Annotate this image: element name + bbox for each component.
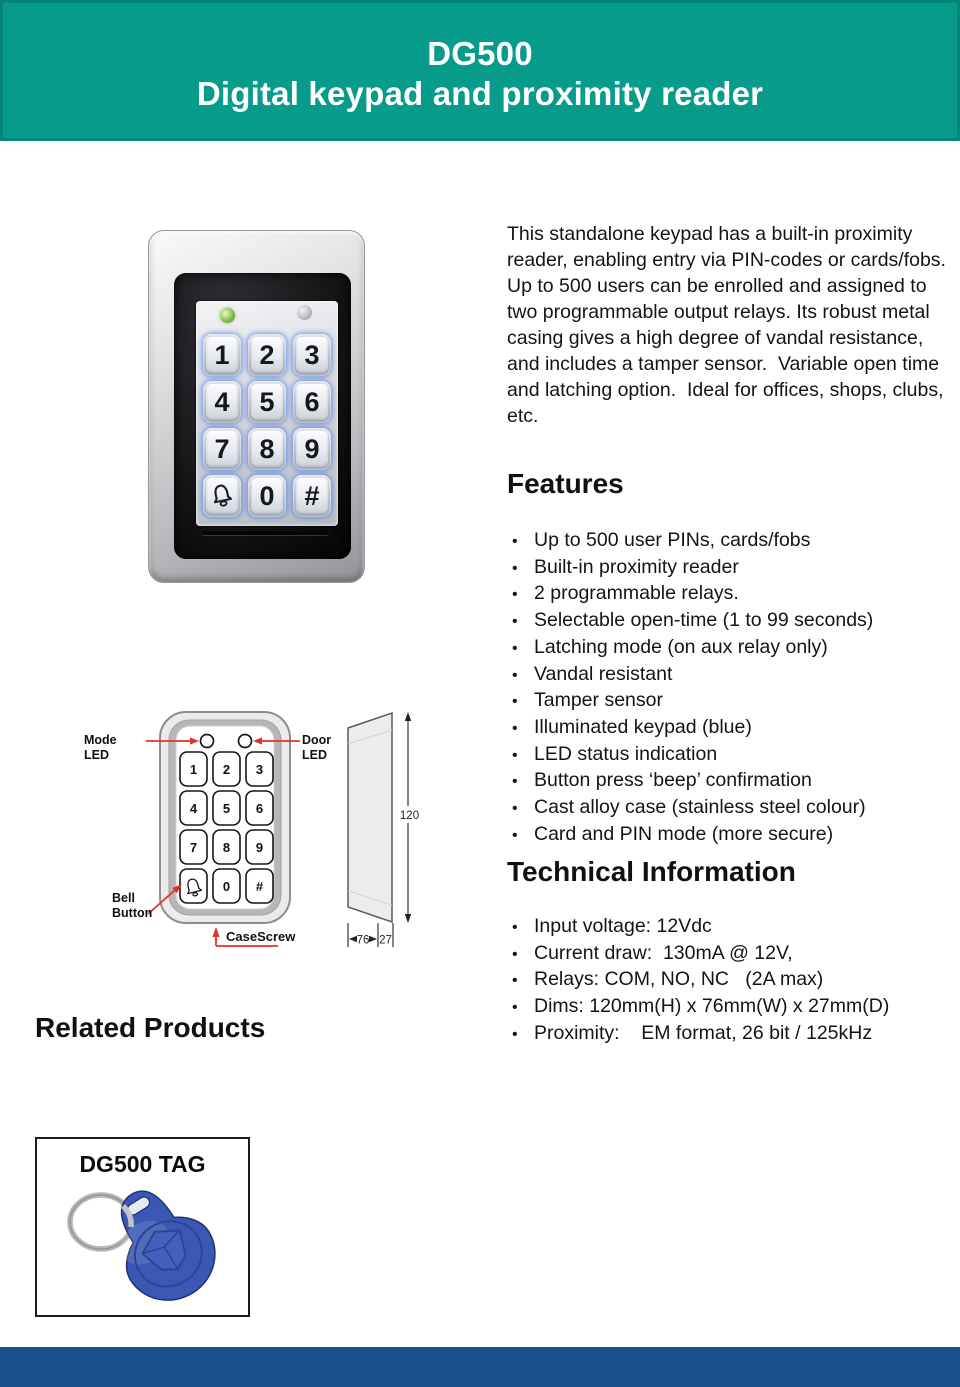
technical-item-text: Input voltage: 12Vdc <box>534 915 712 937</box>
dim-height-value: 120 <box>399 810 420 822</box>
keypad-key-face: 2 <box>251 337 283 373</box>
technical-item-text: Current draw: 130mA @ 12V, <box>534 941 793 964</box>
feature-item-text: Vandal resistant <box>534 662 673 685</box>
bullet-icon: • <box>512 945 518 963</box>
diagram-key-2: 2 <box>222 762 231 777</box>
door-led-label: Door LED <box>302 733 332 762</box>
keypad-key-face: 7 <box>206 431 238 467</box>
feature-item <box>507 822 959 849</box>
feature-item-text: Cast alloy case (stainless steel colour) <box>534 796 866 819</box>
keypad-key <box>293 381 331 423</box>
bullet-icon: • <box>512 746 518 764</box>
photo-keypad-panel <box>196 301 338 526</box>
keypad-keys <box>203 334 331 517</box>
technical-item-text: Relays: COM, NO, NC (2A max) <box>534 968 824 991</box>
diagram-key-0: 0 <box>222 879 231 894</box>
bullet-icon: • <box>512 533 518 550</box>
bullet-icon: • <box>512 800 518 818</box>
diagram-key-4: 4 <box>189 801 198 816</box>
product-subtitle: Digital keypad and proximity reader <box>196 74 764 112</box>
diagram-mode-led <box>201 735 214 748</box>
feature-item-text: Selectable open-time (1 to 99 seconds) <box>534 609 874 632</box>
keypad-key <box>248 381 286 423</box>
keypad-key-face: 3 <box>296 337 328 373</box>
feature-item <box>507 715 959 742</box>
feature-item <box>507 662 959 689</box>
mode-led <box>220 308 235 323</box>
case-screw-label: CaseScrew <box>226 929 296 944</box>
keypad-key <box>248 475 286 517</box>
technical-item <box>507 914 959 941</box>
feature-item <box>507 581 959 608</box>
keypad-key <box>293 334 331 376</box>
keypad-key <box>203 428 241 470</box>
keypad-key-face: 6 <box>296 384 328 420</box>
technical-item <box>507 941 959 968</box>
side-profile-view <box>348 713 392 922</box>
technical-heading: Technical Information <box>507 856 796 887</box>
dim-width-value: 76 <box>356 934 370 947</box>
diagram-key-8: 8 <box>222 840 231 855</box>
bullet-icon: • <box>512 586 518 604</box>
feature-item-text: LED status indication <box>534 742 718 765</box>
feature-item <box>507 742 959 769</box>
bullet-icon: • <box>512 639 518 657</box>
bullet-icon: • <box>512 719 518 737</box>
diagram-door-led <box>239 735 252 748</box>
features-heading: Features <box>507 468 624 499</box>
keypad-key-face: # <box>296 478 328 514</box>
bullet-icon: • <box>512 773 518 791</box>
technical-item-text: Dims: 120mm(H) x 76mm(W) x 27mm(D) <box>534 995 890 1018</box>
header-banner <box>0 0 960 141</box>
diagram-key-3: 3 <box>255 762 264 777</box>
feature-item <box>507 555 959 582</box>
feature-item <box>507 768 959 795</box>
width-depth-dimension <box>348 923 393 947</box>
bell-button-label: Bell Button <box>112 891 153 920</box>
photo-bezel <box>174 273 351 559</box>
technical-list <box>507 914 959 1048</box>
bullet-icon: • <box>512 613 518 631</box>
dimension-diagram <box>60 700 440 965</box>
bullet-icon: • <box>512 826 518 844</box>
height-dimension <box>396 712 423 923</box>
feature-item-text: Up to 500 user PINs, cards/fobs <box>534 529 811 551</box>
product-photo <box>148 230 365 583</box>
keypad-key <box>203 381 241 423</box>
keypad-key-face: 0 <box>251 478 283 514</box>
footer-bar <box>0 1347 960 1387</box>
technical-item <box>507 1021 959 1048</box>
diagram-key-hash: # <box>255 879 264 894</box>
keypad-key <box>203 475 241 517</box>
product-model: DG500 <box>427 34 533 72</box>
feature-item <box>507 528 959 555</box>
diagram-key-1: 1 <box>189 762 198 777</box>
technical-item <box>507 967 959 994</box>
bullet-icon: • <box>512 1025 518 1043</box>
keypad-key <box>293 475 331 517</box>
bell-icon <box>206 478 238 514</box>
product-description: This standalone keypad has a built-in proximity reader, enabling entry via PIN-codes or cards/fobs. Up to 500 users can be enrolled and assigned to two programmable output relays. Its robust metal casing gives a high degree of vandal resistance, and includes a tamper sensor. Variable open time and latching option. Ideal for offices, shops, clubs, etc. <box>507 223 952 427</box>
keypad-key <box>293 428 331 470</box>
feature-item-text: Latching mode (on aux relay only) <box>534 635 828 658</box>
feature-item-text: Illuminated keypad (blue) <box>534 715 752 738</box>
diagram-key-7: 7 <box>189 840 198 855</box>
bullet-icon: • <box>512 919 518 936</box>
bullet-icon: • <box>512 972 518 990</box>
keypad-key <box>248 428 286 470</box>
technical-item-text: Proximity: EM format, 26 bit / 125kHz <box>534 1021 873 1044</box>
keypad-key-face: 5 <box>251 384 283 420</box>
feature-item-text: 2 programmable relays. <box>534 582 739 605</box>
keypad-key <box>248 334 286 376</box>
related-product-name: DG500 TAG <box>79 1151 206 1177</box>
bullet-icon: • <box>512 559 518 577</box>
feature-item-text: Button press ‘beep’ confirmation <box>534 769 812 792</box>
keypad-key-face: 8 <box>251 431 283 467</box>
diagram-key-6: 6 <box>255 801 264 816</box>
key-fob-image <box>53 1180 233 1306</box>
related-product-card <box>35 1137 250 1317</box>
feature-item-text: Built-in proximity reader <box>534 555 739 578</box>
door-led <box>297 305 312 320</box>
feature-item-text: Tamper sensor <box>534 689 663 712</box>
bullet-icon: • <box>512 666 518 684</box>
bullet-icon: • <box>512 693 518 711</box>
diagram-key-5: 5 <box>222 801 231 816</box>
keypad-key-face: 1 <box>206 337 238 373</box>
dim-depth-value: 27 <box>379 934 392 947</box>
technical-item <box>507 994 959 1021</box>
bullet-icon: • <box>512 999 518 1017</box>
related-products-heading: Related Products <box>35 1012 266 1043</box>
keypad-key-face: 4 <box>206 384 238 420</box>
keypad-key <box>203 334 241 376</box>
keypad-key-face: 9 <box>296 431 328 467</box>
feature-item-text: Card and PIN mode (more secure) <box>534 822 834 845</box>
card-slot <box>202 531 329 535</box>
features-list <box>507 528 959 848</box>
feature-item <box>507 688 959 715</box>
diagram-key-9: 9 <box>255 840 264 855</box>
feature-item <box>507 608 959 635</box>
mode-led-label: Mode LED <box>84 733 117 762</box>
feature-item <box>507 635 959 662</box>
feature-item <box>507 795 959 822</box>
